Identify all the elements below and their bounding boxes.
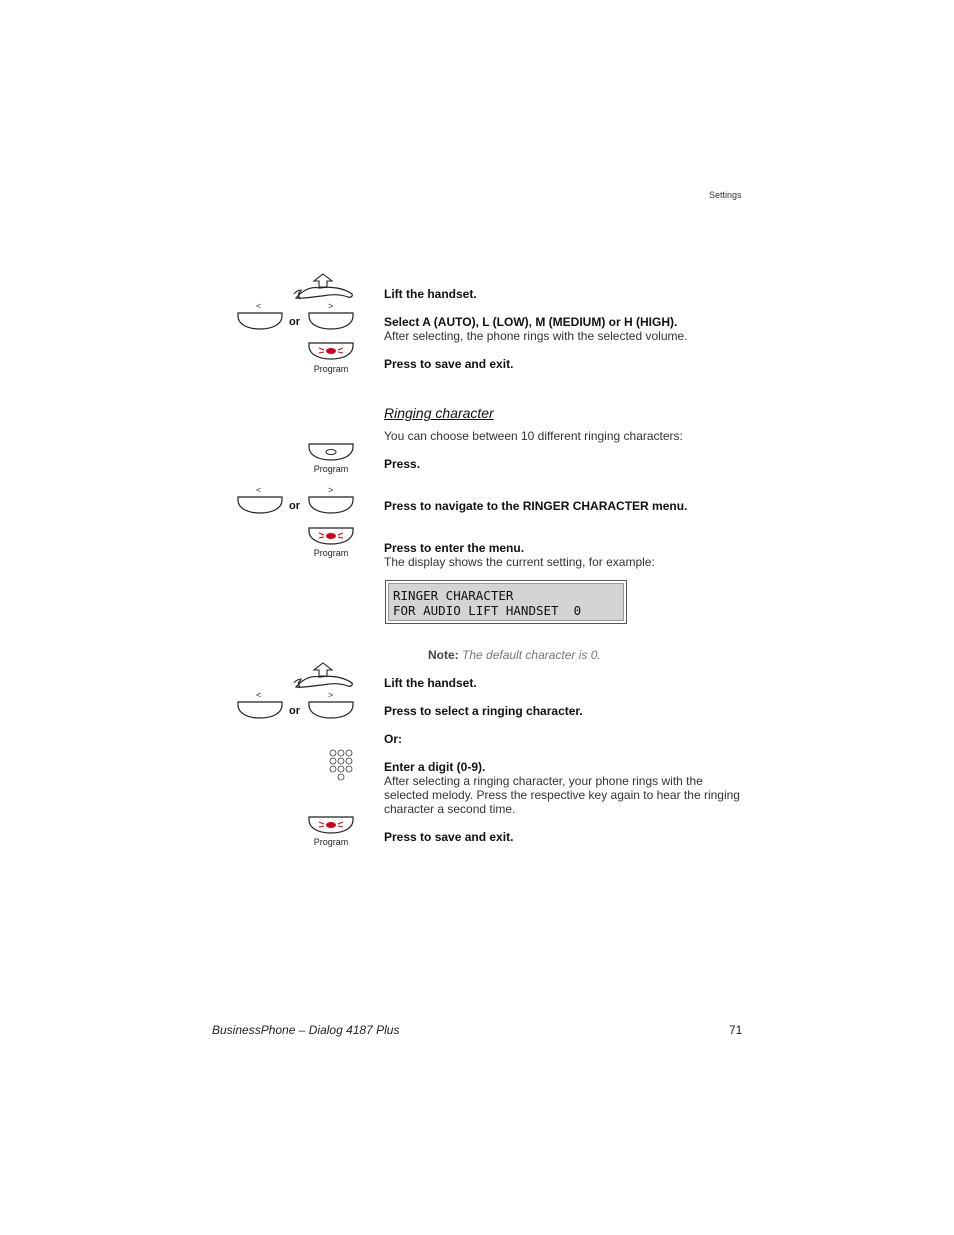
left-arrow-key[interactable]: [237, 312, 283, 330]
or-alternative: Or:: [384, 732, 402, 746]
or-label: or: [289, 500, 300, 512]
program-label: Program: [313, 364, 349, 374]
left-arrow-key[interactable]: [237, 496, 283, 514]
right-arrow-label: >: [328, 485, 334, 495]
program-key-flashing[interactable]: [308, 342, 354, 360]
program-key[interactable]: [308, 443, 354, 461]
program-label: Program: [313, 837, 349, 847]
step-select-character: Press to select a ringing character.: [384, 704, 583, 718]
step-enter-menu-desc: The display shows the current setting, for example:: [384, 555, 655, 569]
right-arrow-key[interactable]: [308, 701, 354, 719]
right-arrow-label: >: [328, 690, 334, 700]
step-lift-handset: Lift the handset.: [384, 287, 477, 301]
right-arrow-key[interactable]: [308, 496, 354, 514]
step-select-volume: Select A (AUTO), L (LOW), M (MEDIUM) or H (HIGH).: [384, 315, 678, 329]
note-text: The default character is 0.: [462, 648, 601, 662]
handset-lift-icon: [292, 272, 356, 304]
program-label: Program: [313, 548, 349, 558]
keypad-icon[interactable]: [326, 747, 356, 783]
step-lift-handset-2: Lift the handset.: [384, 676, 477, 690]
step-enter-digit: Enter a digit (0-9).: [384, 760, 486, 774]
section-intro: You can choose between 10 different ringing characters:: [384, 429, 683, 443]
or-label: or: [289, 705, 300, 717]
step-save-exit-2: Press to save and exit.: [384, 830, 514, 844]
display-line-2: FOR AUDIO LIFT HANDSET 0: [393, 603, 582, 618]
display-panel: [385, 580, 627, 624]
note-label: Note:: [428, 648, 459, 662]
step-save-exit: Press to save and exit.: [384, 357, 514, 371]
step-navigate: Press to navigate to the RINGER CHARACTER menu.: [384, 499, 688, 513]
note: [428, 648, 601, 662]
program-key-flashing[interactable]: [308, 816, 354, 834]
left-arrow-label: <: [256, 485, 262, 495]
page-number: 71: [729, 1023, 743, 1037]
display-line-1: RINGER CHARACTER: [393, 588, 514, 603]
right-arrow-label: >: [328, 301, 334, 311]
left-arrow-key[interactable]: [237, 701, 283, 719]
left-arrow-label: <: [256, 301, 262, 311]
section-header: Settings: [709, 190, 742, 200]
step-enter-digit-desc: After selecting a ringing character, your phone rings with the selected melody. Press the respective key again to hear the ringing character a second time.: [384, 774, 740, 816]
section-title: Ringing character: [384, 405, 494, 421]
step-press: Press.: [384, 457, 421, 471]
right-arrow-key[interactable]: [308, 312, 354, 330]
footer-title: BusinessPhone – Dialog 4187 Plus: [212, 1023, 400, 1037]
program-label: Program: [313, 464, 349, 474]
step-enter-menu: Press to enter the menu.: [384, 541, 525, 555]
or-label: or: [289, 316, 300, 328]
program-key-flashing[interactable]: [308, 527, 354, 545]
step-select-volume-desc: After selecting, the phone rings with the selected volume.: [384, 329, 688, 343]
handset-lift-icon: [292, 661, 356, 693]
display-screen: [388, 583, 624, 621]
left-arrow-label: <: [256, 690, 262, 700]
